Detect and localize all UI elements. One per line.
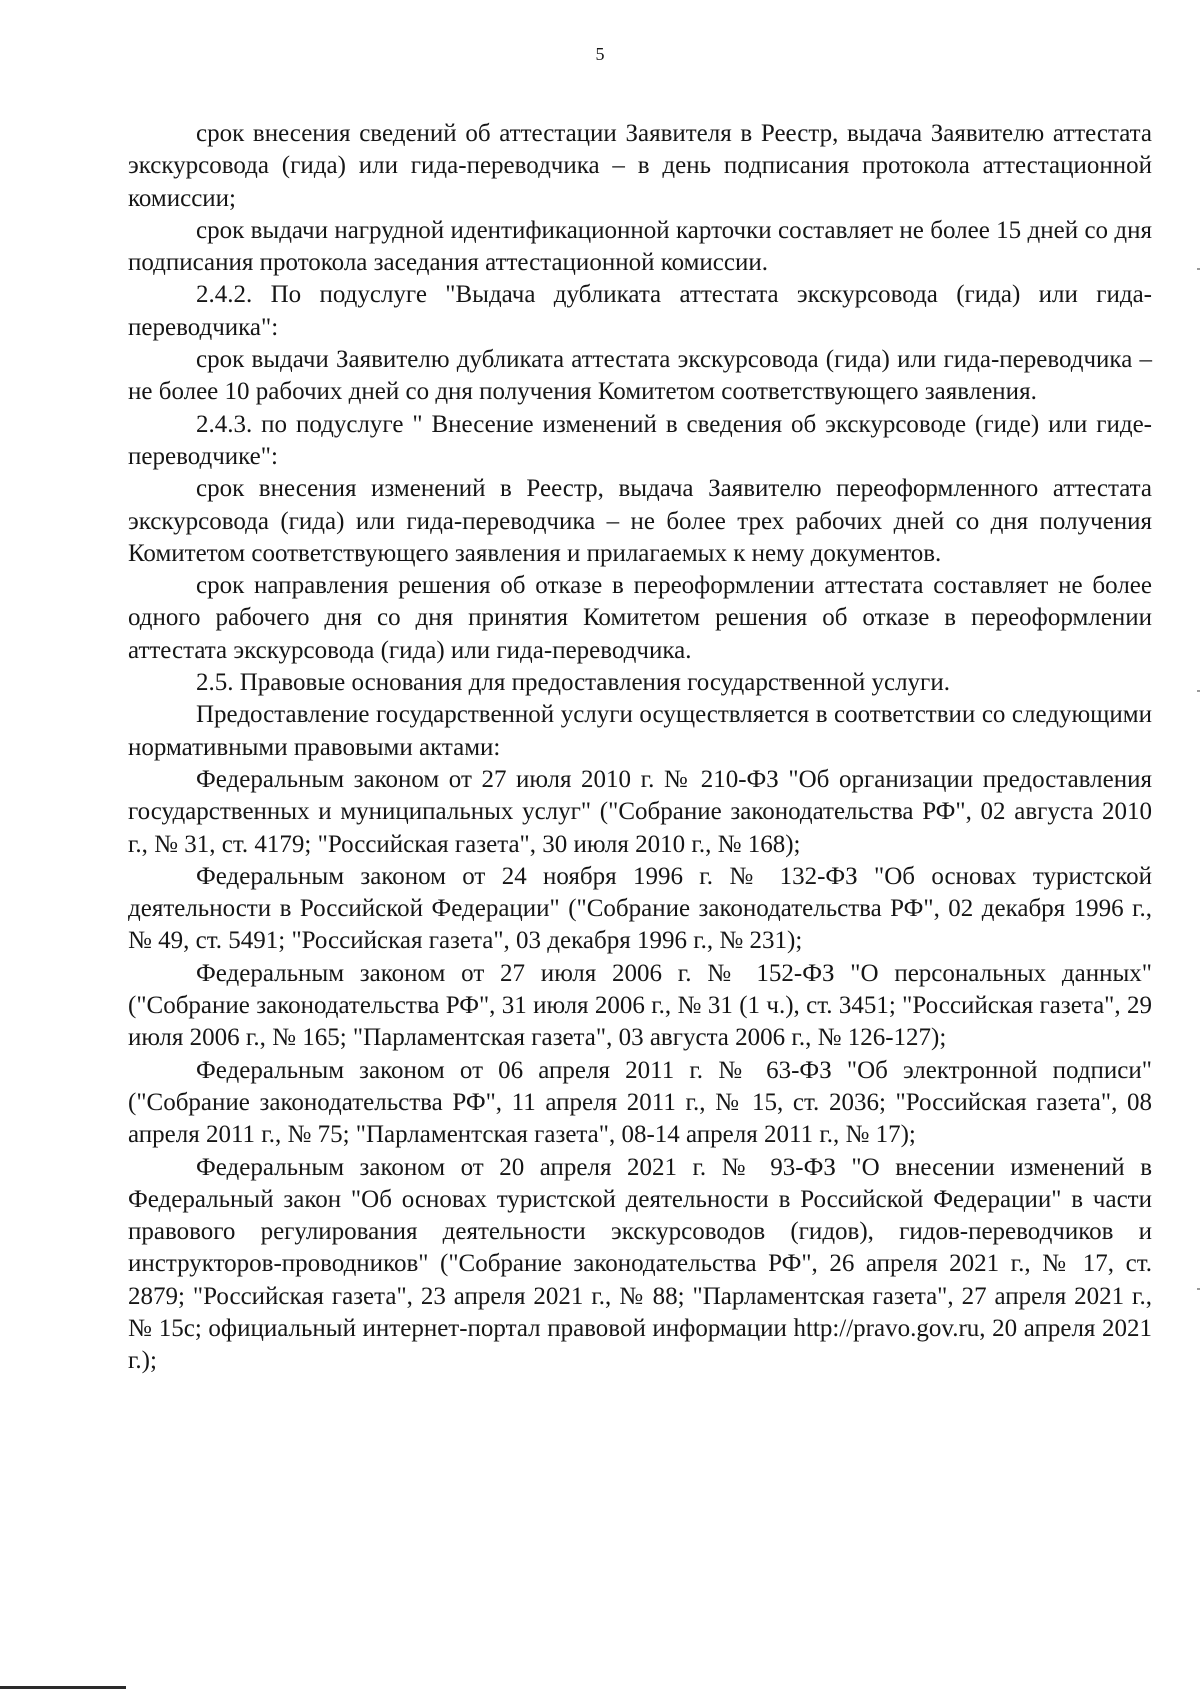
paragraph-2-4-2-heading: 2.4.2. По подуслуге "Выдача дубликата аттестата экскурсовода (гида) или гида-переводчика": (128, 281, 1152, 341)
paragraph-law-63-fz: Федеральным законом от 06 апреля 2011 г. № 63-ФЗ "Об электронной подписи" ("Собрание законодательства РФ", 11 апреля 2011 г., № 15, ст. 2036; "Российская газета", 08 апреля 2011 г., № 75; "Парламентская газета", 08-14 апреля 2011 г., № 17); (128, 1056, 1152, 1149)
paragraph-duplicate-term: срок выдачи Заявителю дубликата аттестата экскурсовода (гида) или гида-переводчика – не более 10 рабочих дней со дня получения Комитетом соответствующего заявления. (128, 346, 1152, 406)
paragraph-id-card-term: срок выдачи нагрудной идентификационной карточки составляет не более 15 дней со дня подписания протокола заседания аттестационной комиссии. (128, 216, 1152, 277)
paragraph-2-4-3-heading: 2.4.3. по подуслуге " Внесение изменений в сведения об экскурсоводе (гиде) или гиде-переводчике": (128, 410, 1152, 470)
paragraph-attestation-registry-term: срок внесения сведений об аттестации Заявителя в Реестр, выдача Заявителю аттестата экскурсовода (гида) или гида-переводчика – в день подписания протокола аттестационной комиссии; (128, 120, 1152, 212)
paragraph-law-93-fz: Федеральным законом от 20 апреля 2021 г. № 93-ФЗ "О внесении изменений в Федеральный закон "Об основах туристской деятельности в Российской Федерации" в части правового регулирования деятельности экскурсоводов (гидов), гидов-переводчиков и инструкторов-проводников" ("Собрание законодательства РФ", 26 апреля 2021 г., № 17, ст. 2879; "Российская газета", 23 апреля 2021 г., № 88; "Парламентская газета", 27 апреля 2021 г., № 15с; официальный интернет-портал правовой информации http://pravo.gov.ru, 20 апреля 2021 г.); (128, 1153, 1152, 1375)
paragraph-changes-term: срок внесения изменений в Реестр, выдача Заявителю переоформленного аттестата экскурсовода (гида) или гида-переводчика – не более трех рабочих дней со дня получения Комитетом соответствующего заявления и прилагаемых к нему документов. (128, 475, 1152, 567)
paragraph-law-152-fz: Федеральным законом от 27 июля 2006 г. № 152-ФЗ "О персональных данных" ("Собрание законодательства РФ", 31 июля 2006 г., № 31 (1 ч.), ст. 3451; "Российская газета", 29 июля 2006 г., № 165; "Парламентская газета", 03 августа 2006 г., № 126-127); (128, 959, 1152, 1052)
paragraph-law-132-fz: Федеральным законом от 24 ноября 1996 г. № 132-ФЗ "Об основах туристской деятельности в Российской Федерации" ("Собрание законодательства РФ", 02 декабря 1996 г., № 49, ст. 5491; "Российская газета", 03 декабря 1996 г., № 231); (128, 862, 1152, 955)
paragraph-2-5-heading: 2.5. Правовые основания для предоставления государственной услуги. (196, 669, 950, 697)
scan-edge-mark (0, 1686, 126, 1689)
paragraph-refusal-term: срок направления решения об отказе в переоформлении аттестата составляет не более одного рабочего дня со дня принятия Комитетом решения об отказе в переоформлении аттестата экскурсовода (гида) или гида-переводчика. (128, 572, 1152, 664)
paragraph-law-210-fz: Федеральным законом от 27 июля 2010 г. № 210-ФЗ "Об организации предоставления государственных и муниципальных услуг" ("Собрание законодательства РФ", 02 августа 2010 г., № 31, ст. 4179; "Российская газета", 30 июля 2010 г., № 168); (128, 765, 1152, 858)
document-body (128, 118, 1152, 1378)
page-number: 5 (595, 44, 605, 64)
paragraph-legal-acts-intro: Предоставление государственной услуги осуществляется в соответствии со следующими нормативными правовыми актами: (128, 701, 1152, 761)
